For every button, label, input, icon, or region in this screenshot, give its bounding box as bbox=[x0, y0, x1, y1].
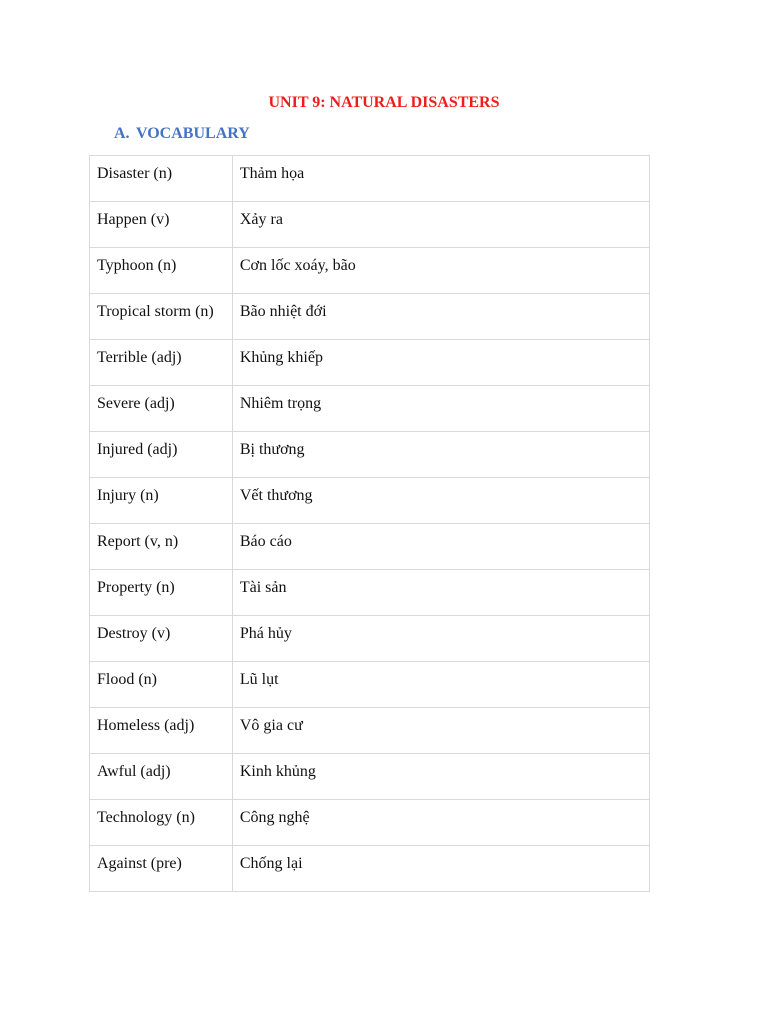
vocab-term: Injury (n) bbox=[90, 478, 233, 524]
vocab-term: Homeless (adj) bbox=[90, 708, 233, 754]
table-row bbox=[90, 340, 650, 386]
vocab-term: Happen (v) bbox=[90, 202, 233, 248]
vocab-meaning: Khủng khiếp bbox=[232, 340, 649, 386]
vocab-meaning: Lũ lụt bbox=[232, 662, 649, 708]
vocab-term: Severe (adj) bbox=[90, 386, 233, 432]
table-row bbox=[90, 708, 650, 754]
vocab-meaning: Nhiêm trọng bbox=[232, 386, 649, 432]
vocab-meaning: Phá hủy bbox=[232, 616, 649, 662]
vocab-term: Disaster (n) bbox=[90, 156, 233, 202]
vocab-meaning: Vô gia cư bbox=[232, 708, 649, 754]
vocabulary-table-body bbox=[90, 156, 650, 892]
page-title: UNIT 9: NATURAL DISASTERS bbox=[268, 94, 500, 111]
table-row bbox=[90, 846, 650, 892]
table-row bbox=[90, 202, 650, 248]
table-row bbox=[90, 248, 650, 294]
section-title: VOCABULARY bbox=[136, 125, 250, 142]
table-row bbox=[90, 754, 650, 800]
table-row bbox=[90, 386, 650, 432]
vocab-meaning: Kinh khủng bbox=[232, 754, 649, 800]
table-row bbox=[90, 478, 650, 524]
table-row bbox=[90, 524, 650, 570]
vocab-term: Tropical storm (n) bbox=[90, 294, 233, 340]
table-row bbox=[90, 294, 650, 340]
vocab-meaning: Vết thương bbox=[232, 478, 649, 524]
vocab-term: Destroy (v) bbox=[90, 616, 233, 662]
vocab-meaning: Báo cáo bbox=[232, 524, 649, 570]
table-row bbox=[90, 800, 650, 846]
vocab-term: Report (v, n) bbox=[90, 524, 233, 570]
vocab-term: Typhoon (n) bbox=[90, 248, 233, 294]
vocab-term: Awful (adj) bbox=[90, 754, 233, 800]
vocab-term: Terrible (adj) bbox=[90, 340, 233, 386]
table-row bbox=[90, 662, 650, 708]
vocab-term: Property (n) bbox=[90, 570, 233, 616]
vocab-meaning: Bị thương bbox=[232, 432, 649, 478]
vocab-meaning: Công nghệ bbox=[232, 800, 649, 846]
section-marker: A. bbox=[114, 125, 130, 142]
vocab-meaning: Cơn lốc xoáy, bão bbox=[232, 248, 649, 294]
vocab-meaning: Thảm họa bbox=[232, 156, 649, 202]
table-row bbox=[90, 156, 650, 202]
table-row bbox=[90, 570, 650, 616]
vocab-term: Technology (n) bbox=[90, 800, 233, 846]
table-row bbox=[90, 432, 650, 478]
section-heading bbox=[114, 124, 250, 144]
vocab-meaning: Chống lại bbox=[232, 846, 649, 892]
vocab-term: Injured (adj) bbox=[90, 432, 233, 478]
table-row bbox=[90, 616, 650, 662]
vocab-meaning: Tài sản bbox=[232, 570, 649, 616]
vocabulary-table bbox=[89, 155, 650, 892]
vocab-term: Against (pre) bbox=[90, 846, 233, 892]
vocab-meaning: Xảy ra bbox=[232, 202, 649, 248]
vocab-meaning: Bão nhiệt đới bbox=[232, 294, 649, 340]
vocab-term: Flood (n) bbox=[90, 662, 233, 708]
